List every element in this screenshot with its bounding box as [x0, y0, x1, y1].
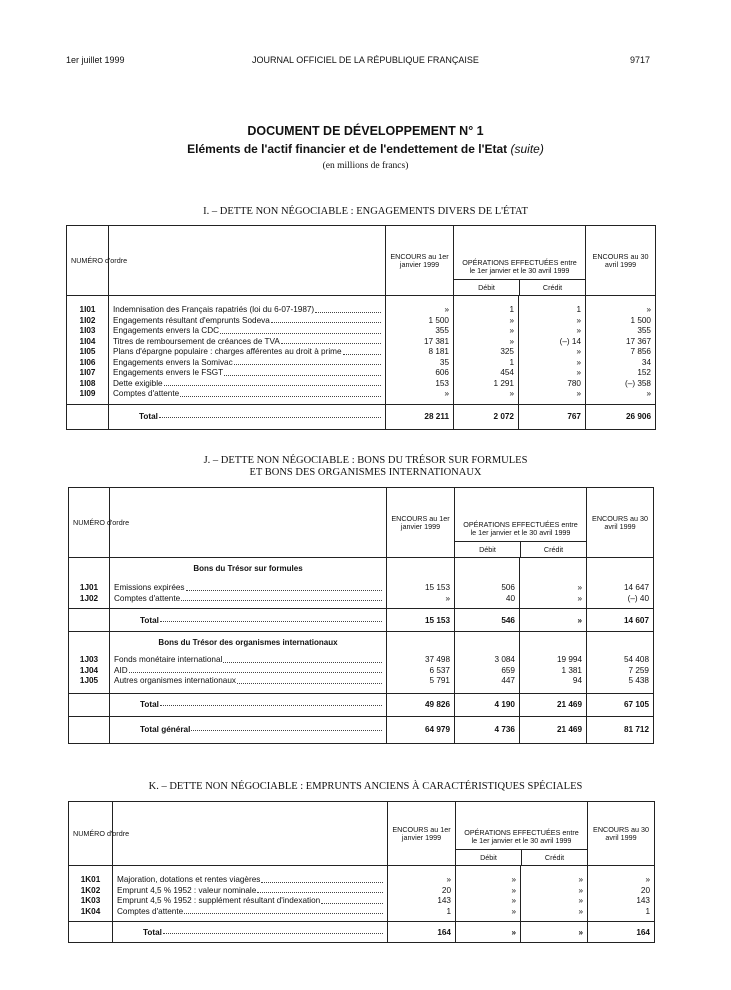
cell-encours-debut: 5 791	[429, 676, 450, 685]
col-numero-header: NUMÉRO d'ordre	[69, 802, 113, 866]
total-row	[69, 693, 654, 716]
units-note: (en millions de francs)	[322, 161, 409, 171]
total-encours-fin: 26 906	[586, 404, 656, 429]
cell-encours-debut: 35	[439, 357, 449, 367]
row-label: Engagements envers la Somivac	[113, 357, 233, 367]
total-debit: 4 736	[455, 716, 520, 743]
total-debit: 4 190	[455, 693, 520, 716]
tbl-k-table	[68, 801, 655, 943]
cell-debit: 1	[509, 357, 514, 367]
cell-credit: 1 381	[561, 665, 582, 675]
col-debit-header: Débit	[456, 850, 522, 865]
cell-credit: »	[576, 357, 581, 367]
document-title: DOCUMENT DE DÉVELOPPEMENT N° 1	[247, 124, 484, 138]
cell-encours-fin: (–) 40	[627, 593, 649, 603]
cell-debit: »	[509, 315, 514, 325]
cell-encours-debut: »	[444, 305, 449, 314]
col-credit-header: Crédit	[544, 853, 565, 862]
row-code: 1I06	[79, 357, 96, 367]
cell-encours-debut: »	[445, 593, 450, 603]
row-label: Engagements résultant d'emprunts Sodeva	[113, 315, 270, 325]
total-debit: 546	[455, 609, 520, 632]
row-label: Plans d'épargne populaire : charges afférentes au droit à prime	[113, 347, 342, 356]
cell-debit: 1	[509, 305, 514, 314]
col-numero-header: NUMÉRO d'ordre	[67, 226, 109, 296]
cell-encours-fin: »	[646, 305, 651, 314]
cell-credit: »	[577, 593, 582, 603]
row-label: Total général	[140, 725, 191, 734]
cell-credit: 1	[576, 305, 581, 314]
cell-credit: »	[576, 315, 581, 325]
col-operations-header	[456, 802, 588, 866]
total-credit: 21 469	[520, 716, 587, 743]
cell-encours-debut: 6 537	[429, 665, 450, 675]
total-encours-debut: 49 826	[387, 693, 455, 716]
row-label: Total	[143, 927, 162, 937]
col-encours-debut-header: ENCOURS au 1er janvier 1999	[386, 226, 454, 296]
cell-encours-fin: (–) 358	[625, 378, 651, 388]
col-numero-header: NUMÉRO d'ordre	[69, 488, 110, 558]
row-code: 1I07	[79, 368, 96, 377]
row-label: AID	[114, 665, 128, 675]
cell-encours-fin: »	[645, 875, 650, 884]
header-date: 1er juillet 1999	[66, 55, 125, 65]
cell-debit: »	[511, 906, 516, 916]
cell-encours-debut: 8 181	[428, 347, 449, 356]
total-row	[69, 716, 654, 743]
row-label: Autres organismes internationaux	[114, 676, 236, 685]
data-rows	[69, 579, 654, 609]
data-rows	[67, 296, 656, 405]
cell-encours-fin: 17 367	[625, 336, 651, 346]
total-encours-debut: 15 153	[387, 609, 455, 632]
subsection-row	[69, 632, 654, 652]
data-rows	[69, 866, 655, 922]
row-label: Total	[139, 412, 158, 421]
row-label: Majoration, dotations et rentes viagères	[117, 875, 261, 884]
total-encours-fin: 67 105	[587, 693, 654, 716]
section-j-heading-line1: J. – DETTE NON NÉGOCIABLE : BONS DU TRÉSOR SUR FORMULES	[203, 455, 528, 466]
cell-debit: 3 084	[494, 655, 515, 664]
data-rows	[69, 651, 654, 693]
cell-credit: »	[578, 896, 583, 905]
cell-encours-debut: 153	[435, 378, 449, 388]
cell-credit: 19 994	[556, 655, 582, 664]
col-label-header	[113, 802, 388, 866]
cell-encours-debut: 1	[446, 906, 451, 916]
cell-debit: »	[509, 336, 514, 346]
row-code: 1I02	[79, 315, 96, 325]
row-code: 1J02	[79, 593, 99, 603]
cell-debit: 454	[500, 368, 514, 377]
row-label: Total	[140, 700, 159, 709]
row-code: 1J05	[79, 676, 99, 685]
col-encours-fin-header: ENCOURS au 30 avril 1999	[587, 488, 654, 558]
operations-label: OPÉRATIONS EFFECTUÉES entre le 1er janvier et le 30 avril 1999	[463, 520, 578, 537]
cell-credit: »	[578, 906, 583, 916]
cell-encours-fin: 143	[636, 896, 650, 905]
row-code: 1I05	[79, 347, 96, 356]
total-credit: 767	[519, 404, 586, 429]
cell-debit: »	[509, 326, 514, 335]
cell-credit: »	[576, 326, 581, 335]
cell-debit: »	[509, 389, 514, 398]
col-credit-header: Crédit	[542, 283, 563, 292]
row-label: Comptes d'attente	[117, 906, 184, 916]
total-encours-debut: 64 979	[387, 716, 455, 743]
total-encours-fin: 164	[588, 922, 655, 943]
tbl-i-table	[66, 225, 656, 430]
cell-encours-fin: 5 438	[628, 676, 649, 685]
col-operations-header	[454, 226, 586, 296]
cell-debit: »	[511, 885, 516, 895]
row-label: Indemnisation des Français rapatriés (loi du 6-07-1987)	[113, 305, 315, 314]
row-label: Dette exigible	[113, 378, 163, 388]
cell-debit: »	[511, 875, 516, 884]
row-label: Engagements envers la CDC	[113, 326, 220, 335]
cell-encours-fin: »	[646, 389, 651, 398]
row-code: 1I08	[79, 378, 96, 388]
row-label: Emprunt 4,5 % 1952 : valeur nominale	[117, 885, 257, 895]
cell-debit: 659	[501, 665, 515, 675]
col-operations-header	[455, 488, 587, 558]
col-debit-header: Débit	[455, 542, 521, 557]
row-code: 1K04	[80, 906, 101, 916]
col-encours-fin-header: ENCOURS au 30 avril 1999	[586, 226, 656, 296]
cell-debit: »	[511, 896, 516, 905]
row-label: Fonds monétaire international	[114, 655, 223, 664]
row-label: Comptes d'attente	[113, 389, 180, 398]
cell-debit: 506	[501, 583, 515, 592]
cell-encours-fin: 20	[640, 885, 650, 895]
cell-credit: »	[576, 368, 581, 377]
col-encours-debut-header: ENCOURS au 1er janvier 1999	[388, 802, 456, 866]
operations-label: OPÉRATIONS EFFECTUÉES entre le 1er janvier et le 30 avril 1999	[464, 828, 579, 845]
row-code: 1J03	[79, 655, 99, 664]
row-code: 1K02	[80, 885, 101, 895]
cell-encours-debut: 143	[437, 896, 451, 905]
row-code: 1K01	[80, 875, 101, 884]
row-label: Total	[140, 615, 159, 625]
row-code: 1J01	[79, 583, 99, 592]
total-row	[69, 922, 655, 943]
row-label: Comptes d'attente	[114, 593, 181, 603]
cell-debit: 447	[501, 676, 515, 685]
cell-credit: »	[577, 583, 582, 592]
total-debit: 2 072	[454, 404, 519, 429]
row-code: 1I04	[79, 336, 96, 346]
tbl-j-table	[68, 487, 654, 744]
row-code: 1J04	[79, 665, 99, 675]
cell-debit: 325	[500, 347, 514, 356]
cell-credit: »	[576, 347, 581, 356]
cell-encours-fin: 7 259	[628, 665, 649, 675]
subsection-row	[69, 558, 654, 580]
section-i-heading: I. – DETTE NON NÉGOCIABLE : ENGAGEMENTS DIVERS DE L'ÉTAT	[203, 206, 528, 217]
total-row	[67, 404, 656, 429]
row-label: Emprunt 4,5 % 1952 : supplément résultant d'indexation	[117, 896, 321, 905]
subsection-title: Bons du Trésor des organismes internationaux	[110, 632, 387, 652]
row-label: Engagements envers le FSGT	[113, 368, 224, 377]
section-k-heading: K. – DETTE NON NÉGOCIABLE : EMPRUNTS ANCIENS À CARACTÉRISTIQUES SPÉCIALES	[148, 781, 583, 792]
subsection-title: Bons du Trésor sur formules	[110, 558, 387, 580]
cell-encours-fin: 7 856	[630, 347, 651, 356]
cell-encours-debut: 17 381	[423, 336, 449, 346]
total-credit: »	[520, 609, 587, 632]
cell-debit: 40	[505, 593, 515, 603]
row-label: Emissions expirées	[114, 583, 185, 592]
col-label-header	[109, 226, 386, 296]
total-row	[69, 609, 654, 632]
cell-encours-debut: 1 500	[428, 315, 449, 325]
row-label: Titres de remboursement de créances de TVA	[113, 336, 280, 346]
row-code: 1I03	[79, 326, 96, 335]
section-j-heading-line2: ET BONS DES ORGANISMES INTERNATIONAUX	[249, 467, 482, 478]
total-credit: 21 469	[520, 693, 587, 716]
total-encours-debut: 164	[388, 922, 456, 943]
cell-encours-fin: 355	[637, 326, 651, 335]
col-credit-header: Crédit	[543, 545, 564, 554]
total-encours-fin: 14 607	[587, 609, 654, 632]
row-code: 1I01	[79, 305, 96, 314]
cell-encours-fin: 34	[641, 357, 651, 367]
total-debit: »	[456, 922, 521, 943]
row-code: 1I09	[79, 389, 96, 398]
cell-debit: 1 291	[493, 378, 514, 388]
total-credit: »	[521, 922, 588, 943]
cell-credit: »	[576, 389, 581, 398]
row-code: 1K03	[80, 896, 101, 905]
cell-encours-debut: 15 153	[424, 583, 450, 592]
cell-encours-debut: »	[446, 875, 451, 884]
total-encours-fin: 81 712	[587, 716, 654, 743]
cell-credit: (–) 14	[559, 336, 581, 346]
cell-encours-fin: 152	[637, 368, 651, 377]
cell-encours-debut: 606	[435, 368, 449, 377]
cell-encours-fin: 54 408	[623, 655, 649, 664]
operations-label: OPÉRATIONS EFFECTUÉES entre le 1er janvier et le 30 avril 1999	[462, 258, 577, 275]
col-encours-debut-header: ENCOURS au 1er janvier 1999	[387, 488, 455, 558]
header-page-number: 9717	[630, 55, 651, 65]
cell-credit: »	[578, 875, 583, 884]
cell-credit: 94	[572, 676, 582, 685]
cell-encours-fin: 14 647	[623, 583, 649, 592]
cell-encours-debut: 37 498	[424, 655, 450, 664]
col-encours-fin-header: ENCOURS au 30 avril 1999	[588, 802, 655, 866]
document-subtitle: Eléments de l'actif financier et de l'endettement de l'Etat (suite)	[187, 142, 544, 156]
cell-encours-debut: »	[444, 389, 449, 398]
cell-credit: 780	[567, 378, 581, 388]
cell-encours-debut: 20	[441, 885, 451, 895]
total-encours-debut: 28 211	[386, 404, 454, 429]
cell-encours-fin: 1	[645, 906, 650, 916]
cell-encours-fin: 1 500	[630, 315, 651, 325]
cell-encours-debut: 355	[435, 326, 449, 335]
col-debit-header: Débit	[454, 280, 520, 295]
cell-credit: »	[578, 885, 583, 895]
header-journal: JOURNAL OFFICIEL DE LA RÉPUBLIQUE FRANÇAISE	[252, 55, 479, 65]
col-label-header	[110, 488, 387, 558]
